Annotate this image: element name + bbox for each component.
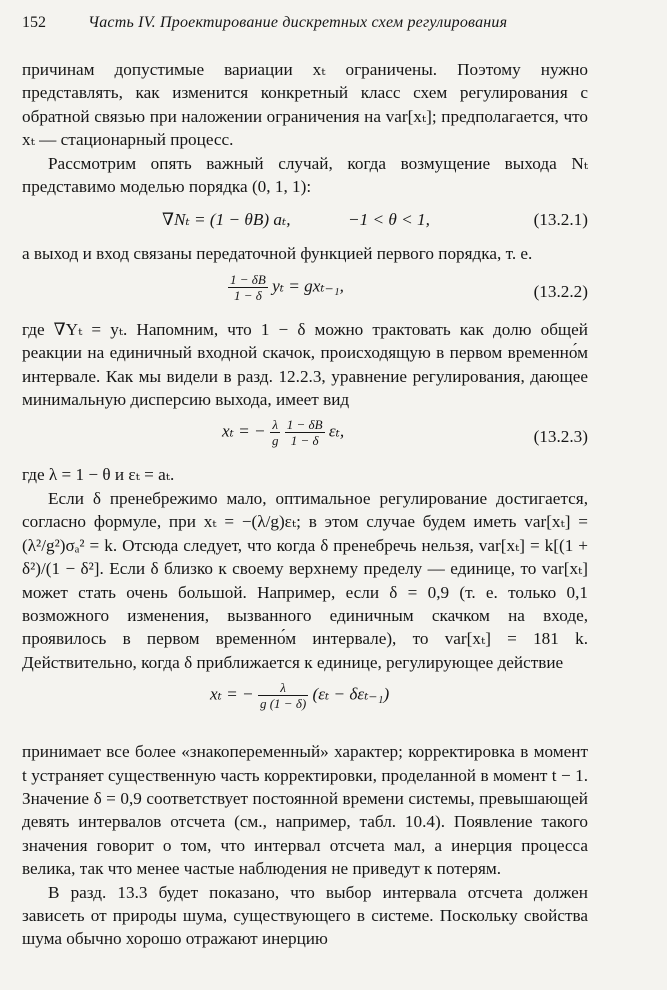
page-header	[22, 14, 590, 38]
paragraph-3: а выход и вход связаны передаточной функцией первого порядка, т. е.	[22, 244, 533, 264]
fraction-denominator: g (1 − δ)	[259, 696, 307, 712]
paragraph-5: где λ = 1 − θ и εₜ = aₜ.	[22, 465, 175, 485]
running-title: Часть IV. Проектирование дискретных схем регулирования	[88, 14, 508, 31]
fraction-numerator: λ	[258, 680, 308, 696]
paragraph-6: Если δ пренебрежимо мало, оптимальное регулирование достигается, согласно формуле, при xₜ = −(λ/g)εₜ; в этом случае будем иметь var[xₜ] = (λ²/g²)σₐ² = k. Отсюда следует, что когда δ пренебречь нельзя, var[xₜ] = k[(1 + δ²)/(1 − δ²]. Если δ близко к своему верхнему пределу — единице, то var[xₜ] может стать очень большой. Например, если δ = 0,9 (т. е. только 0,1 возможного изменения, вызванного единичным скачком на входе, проявилось в первом временно́м интервале), то var[xₜ] = 181 k. Действительно, когда δ приближается к единице, регулирующее действие	[22, 488, 588, 672]
equation-number: (13.2.2)	[533, 281, 588, 301]
equation-tail: (εₜ − δεₜ₋₁)	[312, 684, 390, 704]
equation-tail: εₜ,	[328, 421, 345, 441]
fraction-lambda-g	[270, 417, 281, 448]
equation-rhs: yₜ = gxₜ₋₁,	[272, 276, 344, 296]
paragraph-8: В разд. 13.3 будет показано, что выбор интервала отсчета должен зависеть от природы шума, существующего в системе. Поскольку свойства шума обычно хорошо отражают инерцию	[22, 882, 588, 949]
fraction-denominator: 1 − δ	[233, 287, 262, 303]
paragraph-4: где ∇Yₜ = yₜ. Напомним, что 1 − δ можно трактовать как долю общей реакции на единичный входной скачок, происходящую в первом временно́м интервале. Как мы видели в разд. 12.2.3, уравнение регулирования, дающее минимальную дисперсию выхода, имеет вид	[22, 319, 588, 410]
fraction-denominator: g	[271, 433, 279, 449]
equation-lhs: xₜ = −	[222, 421, 266, 441]
equation-lhs: xₜ = −	[210, 684, 254, 704]
equation-lhs: ∇Nₜ = (1 − θB) aₜ,	[162, 210, 291, 230]
fraction-numerator: 1 − δB	[286, 417, 323, 433]
paragraph-1: причинам допустимые вариации xₜ ограничены. Поэтому нужно представлять, как изменится конкретный класс схем регулирования с обратной связью при наложении ограничения на var[xₜ]; предполагается, что xₜ — стационарный процесс.	[22, 60, 588, 150]
equation-number: (13.2.3)	[533, 427, 588, 447]
equation-number: (13.2.1)	[533, 210, 588, 230]
fraction-numerator: λ	[270, 417, 281, 433]
fraction-transfer	[285, 417, 325, 448]
fraction-numerator: 1 − δB	[230, 271, 266, 287]
fraction	[228, 272, 268, 303]
equation-13-2-2	[22, 270, 588, 314]
page-body	[22, 58, 588, 951]
equation-13-2-3	[22, 415, 588, 459]
fraction	[258, 680, 308, 711]
page-number: 152	[22, 14, 46, 31]
equation-13-2-1	[22, 202, 588, 238]
equation-control-action	[22, 678, 588, 722]
paragraph-7: принимает все более «знакопеременный» характер; корректировка в момент t устраняет существенную часть корректировки, проделанной в момент t − 1. Значение δ = 0,9 соответствует постоянной времени системы, превышающей девять интервалов отсчета (см., например, табл. 10.4). Появление такого значения говорит о том, что интервал отсчета мал, а инерция процесса велика, так что менее частые наблюдения не приведут к потерям.	[22, 742, 588, 879]
equation-condition: −1 < θ < 1,	[348, 210, 430, 230]
paragraph-2: Рассмотрим опять важный случай, когда возмущение выхода Nₜ представимо моделью порядка (0, 1, 1):	[22, 153, 588, 197]
fraction-denominator: 1 − δ	[290, 433, 319, 449]
